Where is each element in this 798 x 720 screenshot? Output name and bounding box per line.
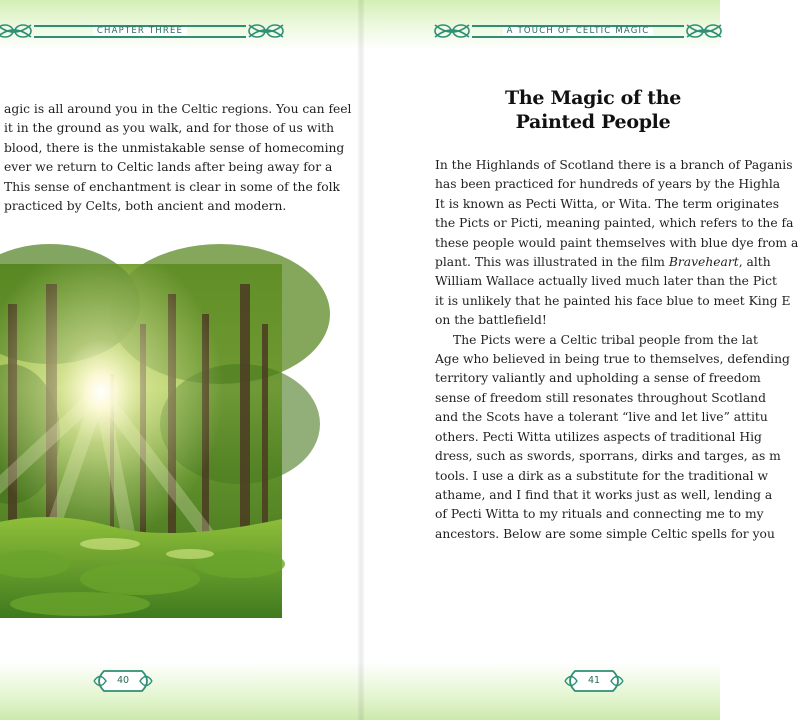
page-number: 40 [116, 675, 130, 686]
section-title-line: The Magic of the [504, 87, 682, 109]
body-line: territory valiantly and upholding a sense of freedom [435, 371, 761, 386]
body-line: agic is all around you in the Celtic regions. You can feel [4, 102, 352, 116]
body-line: tools. I use a dirk as a substitute for the traditional w [435, 468, 768, 483]
book-section-label: A TOUCH OF CELTIC MAGIC [503, 27, 654, 36]
body-line: practiced by Celts, both ancient and modern. [4, 199, 287, 214]
celtic-knot-icon [0, 21, 34, 41]
body-line: William Wallace actually lived much later than the Pict [435, 274, 777, 289]
celtic-knot-icon [246, 21, 286, 41]
body-line: the Picts or Picti, meaning painted, which refers to the fa [435, 216, 794, 231]
celtic-knot-icon [684, 21, 724, 41]
body-line: athame, and I find that it works just as well, lending a [435, 487, 773, 502]
body-line: it is unlikely that he painted his face blue to meet King E [435, 293, 791, 308]
body-line: The Picts were a Celtic tribal people from the lat [453, 332, 758, 347]
right-running-header [432, 21, 724, 41]
page-number-badge-right [563, 668, 625, 694]
forest-sunlight-photo [0, 264, 282, 618]
right-body-text [435, 156, 798, 544]
body-line: ever we return to Celtic lands after being away for a [4, 160, 333, 175]
body-line: blood, there is the unmistakable sense of homecoming [4, 140, 345, 155]
body-text-fragment: plant. This was illustrated in the film [435, 255, 669, 270]
page-number: 41 [587, 675, 601, 686]
body-line: others. Pecti Witta utilizes aspects of traditional Hig [435, 429, 762, 444]
section-title [478, 86, 708, 134]
body-line: these people would paint themselves with blue dye from a [435, 235, 798, 250]
celtic-knot-icon [432, 21, 472, 41]
left-running-header [0, 21, 286, 41]
body-line: dress, such as swords, sporrans, dirks and targes, as m [435, 449, 781, 464]
chapter-label: CHAPTER THREE [93, 27, 187, 36]
section-title-line: Painted People [515, 111, 671, 133]
body-line [435, 253, 798, 272]
book-gutter [358, 0, 364, 720]
body-line: ancestors. Below are some simple Celtic spells for you [435, 526, 775, 541]
body-line: of Pecti Witta to my rituals and connecting me to my [435, 507, 764, 522]
body-line: has been practiced for hundreds of years by the Highla [435, 177, 781, 192]
body-line: This sense of enchantment is clear in some of the folk [4, 179, 340, 194]
body-line: Age who believed in being true to themselves, defending [435, 352, 790, 367]
page-number-badge-left [92, 668, 154, 694]
body-line: on the battlefield! [435, 313, 547, 328]
body-line: sense of freedom still resonates throughout Scotland [435, 390, 766, 405]
body-line: and the Scots have a tolerant “live and let live” attitu [435, 410, 768, 425]
left-body-text [4, 100, 351, 216]
film-title: Braveheart [668, 255, 739, 270]
body-text-fragment: , alth [738, 255, 771, 270]
body-line: It is known as Pecti Witta, or Wita. The term originates [435, 196, 780, 211]
body-line: it in the ground as you walk, and for those of us with [4, 121, 335, 136]
body-line: In the Highlands of Scotland there is a branch of Paganis [435, 158, 793, 172]
